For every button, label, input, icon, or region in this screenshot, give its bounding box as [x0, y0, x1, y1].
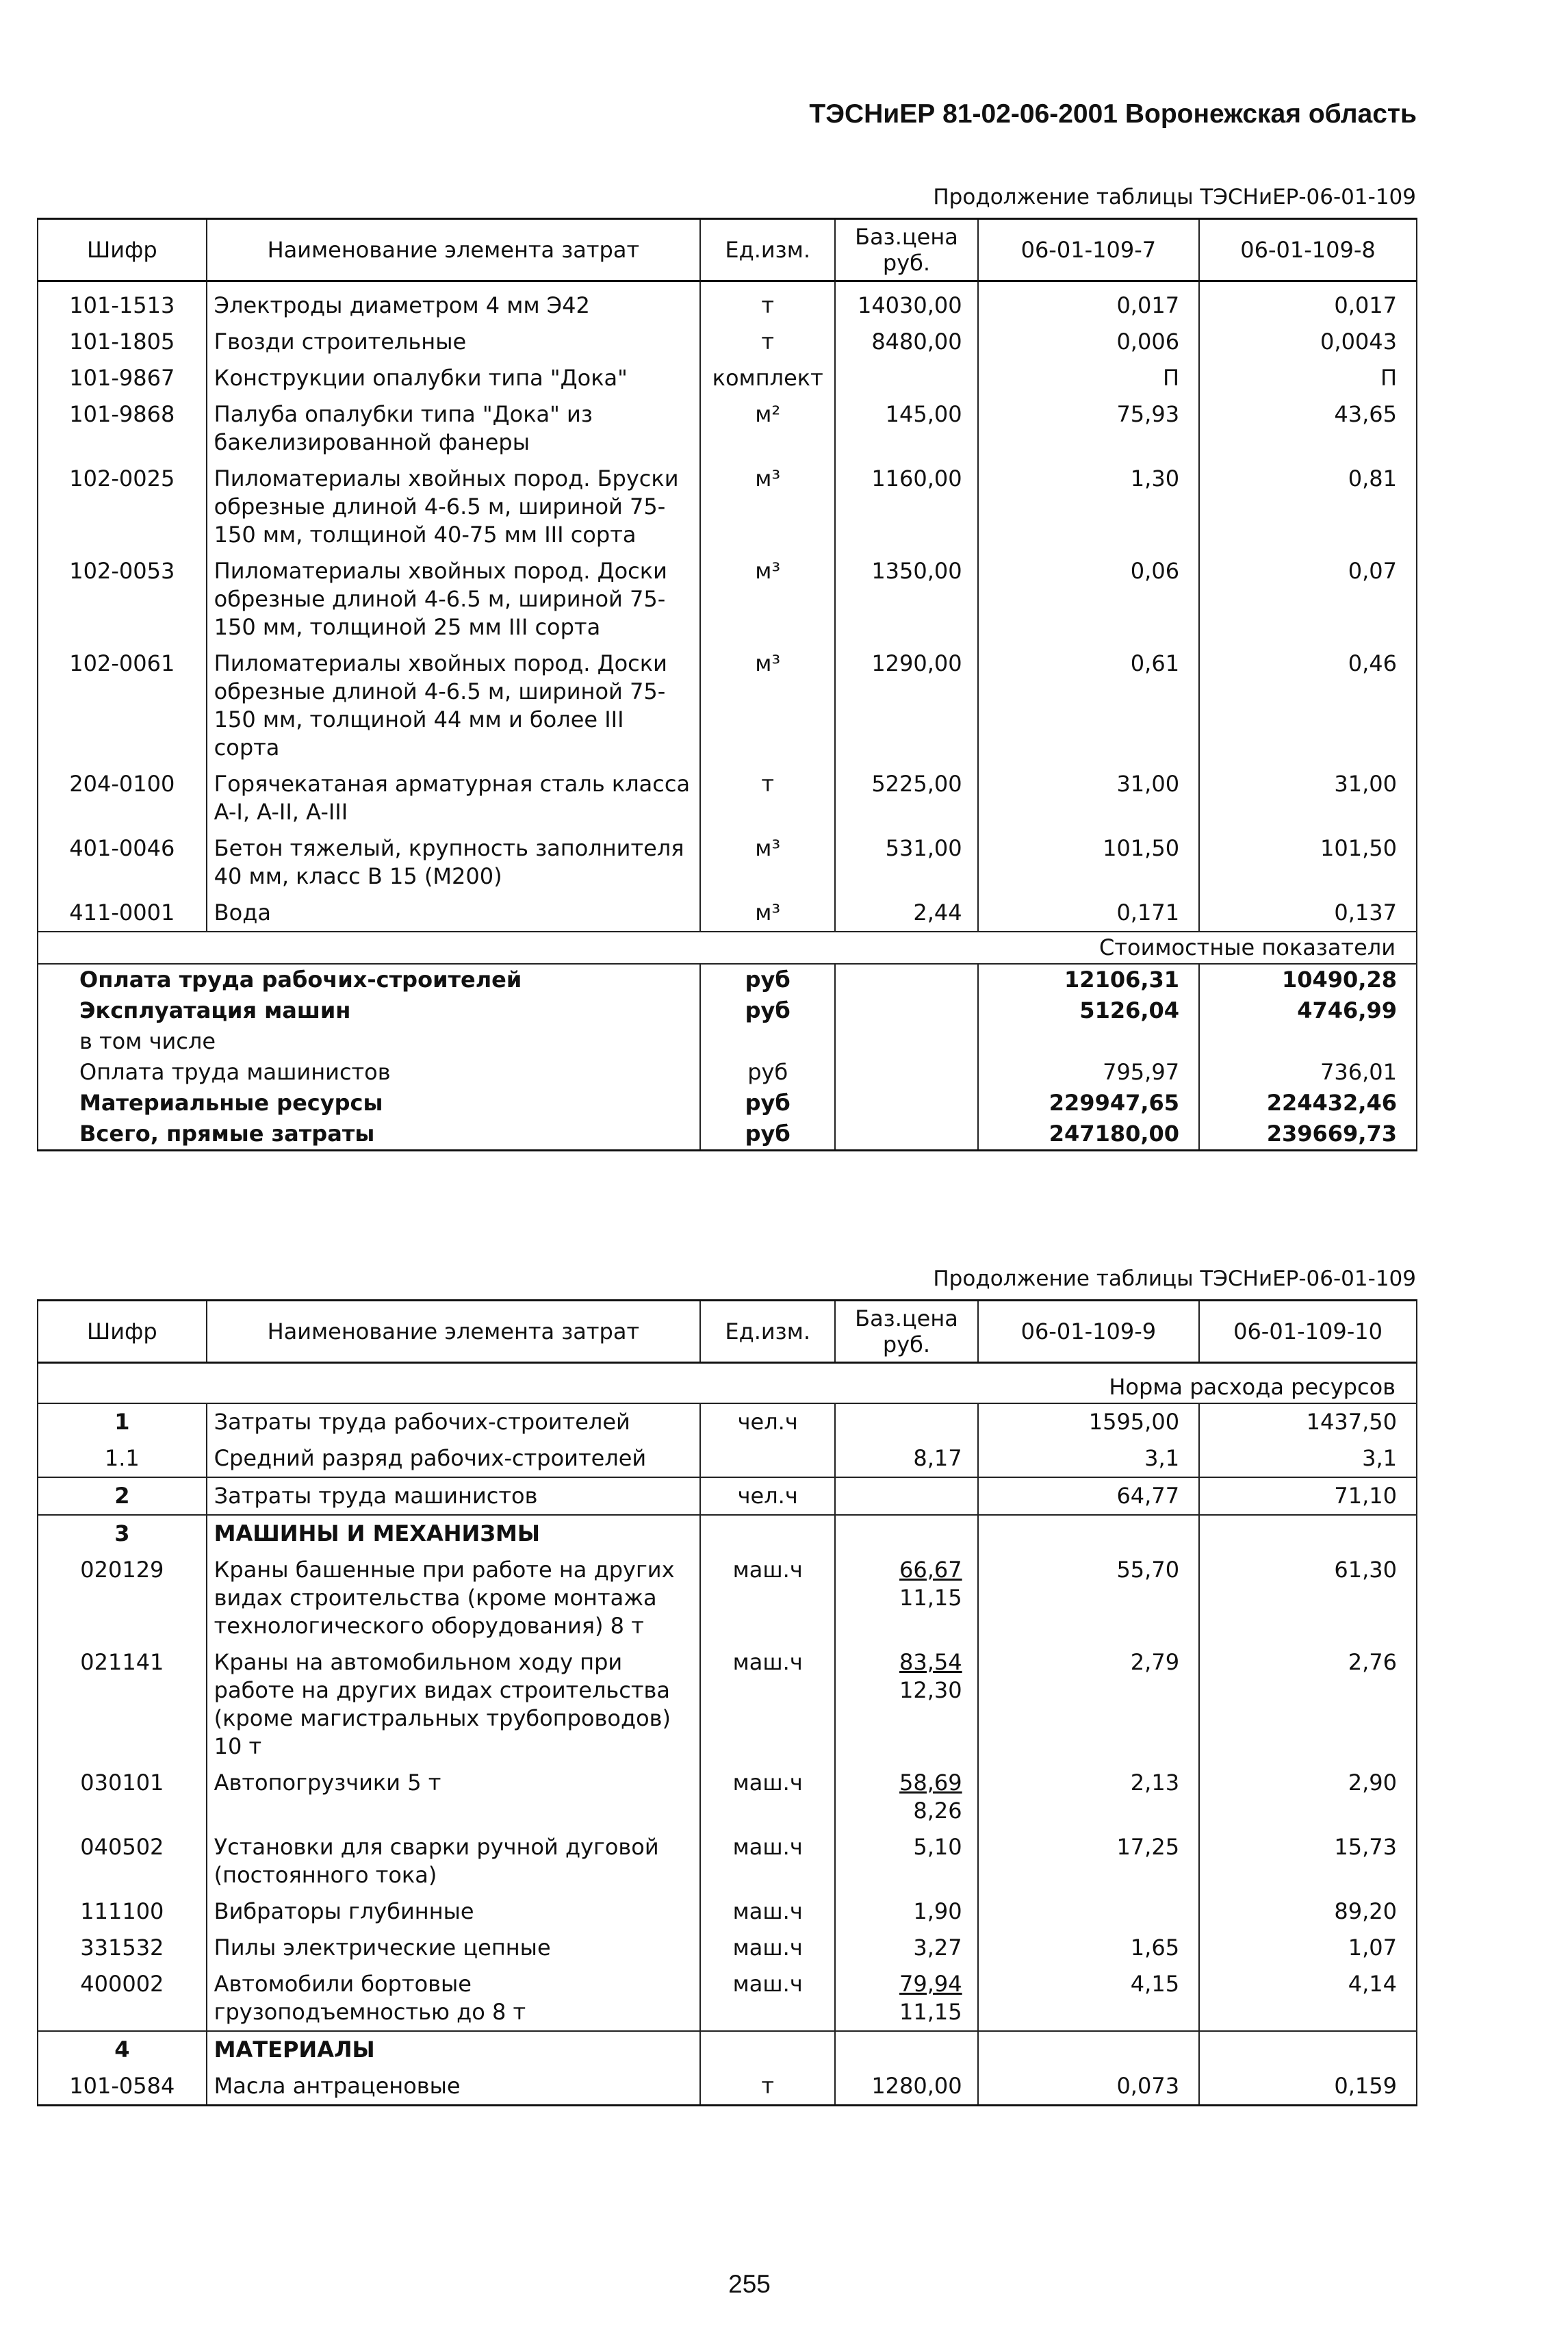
row-code: 101-0584	[38, 2068, 207, 2106]
row-value-1: 2,79	[978, 1644, 1199, 1765]
table-row	[38, 461, 1417, 553]
row-unit	[700, 1440, 835, 1477]
totals-row	[38, 964, 1417, 995]
total-name: Всего, прямые затраты	[38, 1119, 700, 1151]
table-row	[38, 1765, 1417, 1829]
row-value-2: 2,90	[1199, 1765, 1417, 1829]
row-code: 040502	[38, 1829, 207, 1893]
row-value-1: 1,30	[978, 461, 1199, 553]
row-name: МАШИНЫ И МЕХАНИЗМЫ	[207, 1515, 700, 1552]
row-price: 2,44	[835, 895, 977, 932]
row-value-2: 2,76	[1199, 1644, 1417, 1765]
table-row	[38, 1893, 1417, 1930]
row-code: 411-0001	[38, 895, 207, 932]
row-price: 8,17	[835, 1440, 977, 1477]
row-code: 1.1	[38, 1440, 207, 1477]
row-value-2: 0,46	[1199, 646, 1417, 766]
total-name: Материальные ресурсы	[38, 1088, 700, 1119]
total-value-2: 736,01	[1199, 1057, 1417, 1088]
row-value-1	[978, 1515, 1199, 1552]
col-header-code: Шифр	[38, 219, 207, 281]
row-code: 101-1513	[38, 288, 207, 324]
section-label: Стоимостные показатели	[38, 932, 1417, 964]
section-row	[38, 1363, 1417, 1404]
row-value-2: 43,65	[1199, 396, 1417, 461]
row-unit	[700, 2031, 835, 2068]
total-unit: руб	[700, 1057, 835, 1088]
total-price	[835, 1119, 977, 1151]
row-price	[835, 1403, 977, 1440]
section-label: Норма расхода ресурсов	[38, 1363, 1417, 1404]
row-name: Масла антраценовые	[207, 2068, 700, 2106]
row-unit	[700, 1515, 835, 1552]
row-price	[835, 1765, 977, 1829]
row-value-2: 61,30	[1199, 1552, 1417, 1644]
table-row	[38, 766, 1417, 830]
row-value-1: 75,93	[978, 396, 1199, 461]
col-header-name: Наименование элемента затрат	[207, 1301, 700, 1363]
row-value-1: 1,65	[978, 1930, 1199, 1966]
row-unit: маш.ч	[700, 1552, 835, 1644]
row-value-1: 0,017	[978, 288, 1199, 324]
row-unit: м³	[700, 646, 835, 766]
row-value-2: 4,14	[1199, 1966, 1417, 2031]
row-code: 030101	[38, 1765, 207, 1829]
row-value-2: 1,07	[1199, 1930, 1417, 1966]
row-code: 102-0053	[38, 553, 207, 646]
row-value-1: 55,70	[978, 1552, 1199, 1644]
table-row	[38, 1966, 1417, 2031]
row-name: Краны на автомобильном ходу при работе на других видах строительства (кроме магистральных трубопроводов) 10 т	[207, 1644, 700, 1765]
row-price	[835, 1515, 977, 1552]
col-header-value-2: 06-01-109-10	[1199, 1301, 1417, 1363]
row-unit: маш.ч	[700, 1765, 835, 1829]
row-value-2: 0,159	[1199, 2068, 1417, 2106]
price-secondary: 12,30	[899, 1677, 962, 1703]
row-value-1: 1595,00	[978, 1403, 1199, 1440]
row-name: Вибраторы глубинные	[207, 1893, 700, 1930]
row-code: 204-0100	[38, 766, 207, 830]
row-unit: т	[700, 324, 835, 360]
row-value-1	[978, 2031, 1199, 2068]
resource-table-1	[37, 218, 1417, 1151]
row-name: Средний разряд рабочих-строителей	[207, 1440, 700, 1477]
row-price: 1280,00	[835, 2068, 977, 2106]
row-value-1: 0,073	[978, 2068, 1199, 2106]
row-price	[835, 360, 977, 396]
row-code: 021141	[38, 1644, 207, 1765]
price-secondary: 11,15	[899, 1999, 962, 2025]
price-underlined: 79,94	[899, 1971, 962, 1997]
total-value-2: 10490,28	[1199, 964, 1417, 995]
row-price	[835, 1966, 977, 2031]
price-secondary: 11,15	[899, 1585, 962, 1611]
row-value-2: 0,137	[1199, 895, 1417, 932]
row-unit: чел.ч	[700, 1477, 835, 1515]
row-code: 101-1805	[38, 324, 207, 360]
row-price: 1350,00	[835, 553, 977, 646]
col-header-unit: Ед.изм.	[700, 219, 835, 281]
row-value-2: П	[1199, 360, 1417, 396]
row-value-2: 89,20	[1199, 1893, 1417, 1930]
row-value-2: 0,017	[1199, 288, 1417, 324]
total-value-1: 5126,04	[978, 995, 1199, 1026]
total-name: Эксплуатация машин	[38, 995, 700, 1026]
total-value-2	[1199, 1026, 1417, 1057]
row-unit: маш.ч	[700, 1930, 835, 1966]
table-row	[38, 553, 1417, 646]
row-unit: т	[700, 766, 835, 830]
row-price: 145,00	[835, 396, 977, 461]
row-price	[835, 2031, 977, 2068]
row-code: 102-0025	[38, 461, 207, 553]
row-price: 14030,00	[835, 288, 977, 324]
col-header-value-2: 06-01-109-8	[1199, 219, 1417, 281]
row-name: Пиломатериалы хвойных пород. Доски обрезные длиной 4-6.5 м, шириной 75-150 мм, толщиной 44 мм и более III сорта	[207, 646, 700, 766]
row-price: 1290,00	[835, 646, 977, 766]
totals-row	[38, 1057, 1417, 1088]
col-header-unit: Ед.изм.	[700, 1301, 835, 1363]
row-unit: м³	[700, 461, 835, 553]
row-value-1: 2,13	[978, 1765, 1199, 1829]
total-value-1: 229947,65	[978, 1088, 1199, 1119]
row-name: Автомобили бортовые грузоподъемностью до 8 т	[207, 1966, 700, 2031]
table2-caption: Продолжение таблицы ТЭСНиЕР-06-01-109	[933, 1266, 1416, 1291]
table-row	[38, 2031, 1417, 2068]
row-unit: м³	[700, 895, 835, 932]
row-price: 1160,00	[835, 461, 977, 553]
row-code: 102-0061	[38, 646, 207, 766]
row-unit: м³	[700, 553, 835, 646]
row-value-1	[978, 1893, 1199, 1930]
row-value-1: 0,171	[978, 895, 1199, 932]
row-unit: чел.ч	[700, 1403, 835, 1440]
total-unit: руб	[700, 964, 835, 995]
table-row	[38, 1552, 1417, 1644]
row-value-1: 0,61	[978, 646, 1199, 766]
table-row	[38, 1644, 1417, 1765]
table2-header-row	[38, 1301, 1417, 1363]
row-unit: м²	[700, 396, 835, 461]
row-value-1: 17,25	[978, 1829, 1199, 1893]
price-underlined: 58,69	[899, 1770, 962, 1796]
total-name: в том числе	[38, 1026, 700, 1057]
table-row	[38, 2068, 1417, 2106]
table-row	[38, 1403, 1417, 1440]
row-value-1: 101,50	[978, 830, 1199, 895]
total-value-2: 224432,46	[1199, 1088, 1417, 1119]
row-value-2	[1199, 1515, 1417, 1552]
total-value-1	[978, 1026, 1199, 1057]
row-code: 400002	[38, 1966, 207, 2031]
table-row	[38, 396, 1417, 461]
row-name: Горячекатаная арматурная сталь класса A-I, A-II, A-III	[207, 766, 700, 830]
row-name: Затраты труда машинистов	[207, 1477, 700, 1515]
row-name: Палуба опалубки типа "Дока" из бакелизированной фанеры	[207, 396, 700, 461]
col-header-value-1: 06-01-109-9	[978, 1301, 1199, 1363]
row-code: 401-0046	[38, 830, 207, 895]
row-price: 8480,00	[835, 324, 977, 360]
row-price	[835, 1477, 977, 1515]
total-price	[835, 1088, 977, 1119]
row-unit: т	[700, 288, 835, 324]
row-value-1: 4,15	[978, 1966, 1199, 2031]
row-name: Гвозди строительные	[207, 324, 700, 360]
row-unit: маш.ч	[700, 1966, 835, 2031]
table-row	[38, 1440, 1417, 1477]
totals-row	[38, 995, 1417, 1026]
total-unit: руб	[700, 995, 835, 1026]
row-value-2: 0,07	[1199, 553, 1417, 646]
row-code: 101-9868	[38, 396, 207, 461]
table-row	[38, 1930, 1417, 1966]
row-name: Вода	[207, 895, 700, 932]
row-unit: маш.ч	[700, 1893, 835, 1930]
row-value-2: 71,10	[1199, 1477, 1417, 1515]
row-value-1: 0,06	[978, 553, 1199, 646]
row-value-1: 64,77	[978, 1477, 1199, 1515]
total-unit: руб	[700, 1088, 835, 1119]
totals-row	[38, 1119, 1417, 1151]
total-price	[835, 1026, 977, 1057]
row-value-2	[1199, 2031, 1417, 2068]
document-title: ТЭСНиЕР 81-02-06-2001 Воронежская область	[809, 99, 1417, 129]
table-row	[38, 895, 1417, 932]
row-name: МАТЕРИАЛЫ	[207, 2031, 700, 2068]
row-value-2: 0,81	[1199, 461, 1417, 553]
totals-row	[38, 1026, 1417, 1057]
row-name: Конструкции опалубки типа "Дока"	[207, 360, 700, 396]
price-secondary: 8,26	[913, 1798, 962, 1824]
row-code: 331532	[38, 1930, 207, 1966]
row-value-2: 1437,50	[1199, 1403, 1417, 1440]
row-value-1: 31,00	[978, 766, 1199, 830]
total-value-2: 4746,99	[1199, 995, 1417, 1026]
row-unit: т	[700, 2068, 835, 2106]
table-row	[38, 830, 1417, 895]
total-value-1: 795,97	[978, 1057, 1199, 1088]
row-code: 1	[38, 1403, 207, 1440]
col-header-price: Баз.цена руб.	[835, 219, 977, 281]
row-name: Затраты труда рабочих-строителей	[207, 1403, 700, 1440]
row-value-2: 15,73	[1199, 1829, 1417, 1893]
table1-caption: Продолжение таблицы ТЭСНиЕР-06-01-109	[933, 185, 1416, 209]
row-value-2: 101,50	[1199, 830, 1417, 895]
col-header-name: Наименование элемента затрат	[207, 219, 700, 281]
col-header-value-1: 06-01-109-7	[978, 219, 1199, 281]
row-value-2: 3,1	[1199, 1440, 1417, 1477]
row-name: Бетон тяжелый, крупность заполнителя 40 мм, класс В 15 (М200)	[207, 830, 700, 895]
table-row	[38, 324, 1417, 360]
row-name: Автопогрузчики 5 т	[207, 1765, 700, 1829]
total-unit: руб	[700, 1119, 835, 1151]
col-header-code: Шифр	[38, 1301, 207, 1363]
row-code: 2	[38, 1477, 207, 1515]
row-code: 4	[38, 2031, 207, 2068]
total-unit	[700, 1026, 835, 1057]
row-price: 5,10	[835, 1829, 977, 1893]
row-unit: м³	[700, 830, 835, 895]
table-row	[38, 1477, 1417, 1515]
table1-header-row	[38, 219, 1417, 281]
row-value-2: 0,0043	[1199, 324, 1417, 360]
row-name: Установки для сварки ручной дуговой (постоянного тока)	[207, 1829, 700, 1893]
row-code: 3	[38, 1515, 207, 1552]
table-row	[38, 1515, 1417, 1552]
row-price	[835, 1644, 977, 1765]
total-name: Оплата труда машинистов	[38, 1057, 700, 1088]
row-code: 111100	[38, 1893, 207, 1930]
price-underlined: 66,67	[899, 1557, 962, 1583]
row-name: Пилы электрические цепные	[207, 1930, 700, 1966]
resource-table-2	[37, 1299, 1417, 2106]
table-row	[38, 288, 1417, 324]
total-value-2: 239669,73	[1199, 1119, 1417, 1151]
total-value-1: 247180,00	[978, 1119, 1199, 1151]
row-unit: маш.ч	[700, 1829, 835, 1893]
table-row	[38, 646, 1417, 766]
row-price: 1,90	[835, 1893, 977, 1930]
row-name: Пиломатериалы хвойных пород. Доски обрезные длиной 4-6.5 м, шириной 75-150 мм, толщиной 25 мм III сорта	[207, 553, 700, 646]
row-price: 3,27	[835, 1930, 977, 1966]
row-code: 101-9867	[38, 360, 207, 396]
row-value-2: 31,00	[1199, 766, 1417, 830]
total-price	[835, 1057, 977, 1088]
row-value-1: П	[978, 360, 1199, 396]
price-underlined: 83,54	[899, 1649, 962, 1675]
row-price: 531,00	[835, 830, 977, 895]
col-header-price: Баз.цена руб.	[835, 1301, 977, 1363]
row-unit: комплект	[700, 360, 835, 396]
total-name: Оплата труда рабочих-строителей	[38, 964, 700, 995]
table-row	[38, 1829, 1417, 1893]
table-row	[38, 360, 1417, 396]
totals-row	[38, 1088, 1417, 1119]
row-name: Краны башенные при работе на других видах строительства (кроме монтажа технологического оборудования) 8 т	[207, 1552, 700, 1644]
row-name: Электроды диаметром 4 мм Э42	[207, 288, 700, 324]
total-value-1: 12106,31	[978, 964, 1199, 995]
row-price	[835, 1552, 977, 1644]
total-price	[835, 995, 977, 1026]
row-unit: маш.ч	[700, 1644, 835, 1765]
row-code: 020129	[38, 1552, 207, 1644]
row-name: Пиломатериалы хвойных пород. Бруски обрезные длиной 4-6.5 м, шириной 75-150 мм, толщиной 40-75 мм III сорта	[207, 461, 700, 553]
total-price	[835, 964, 977, 995]
page-number: 255	[728, 2270, 771, 2298]
row-value-1: 3,1	[978, 1440, 1199, 1477]
row-price: 5225,00	[835, 766, 977, 830]
section-row	[38, 932, 1417, 964]
row-value-1: 0,006	[978, 324, 1199, 360]
